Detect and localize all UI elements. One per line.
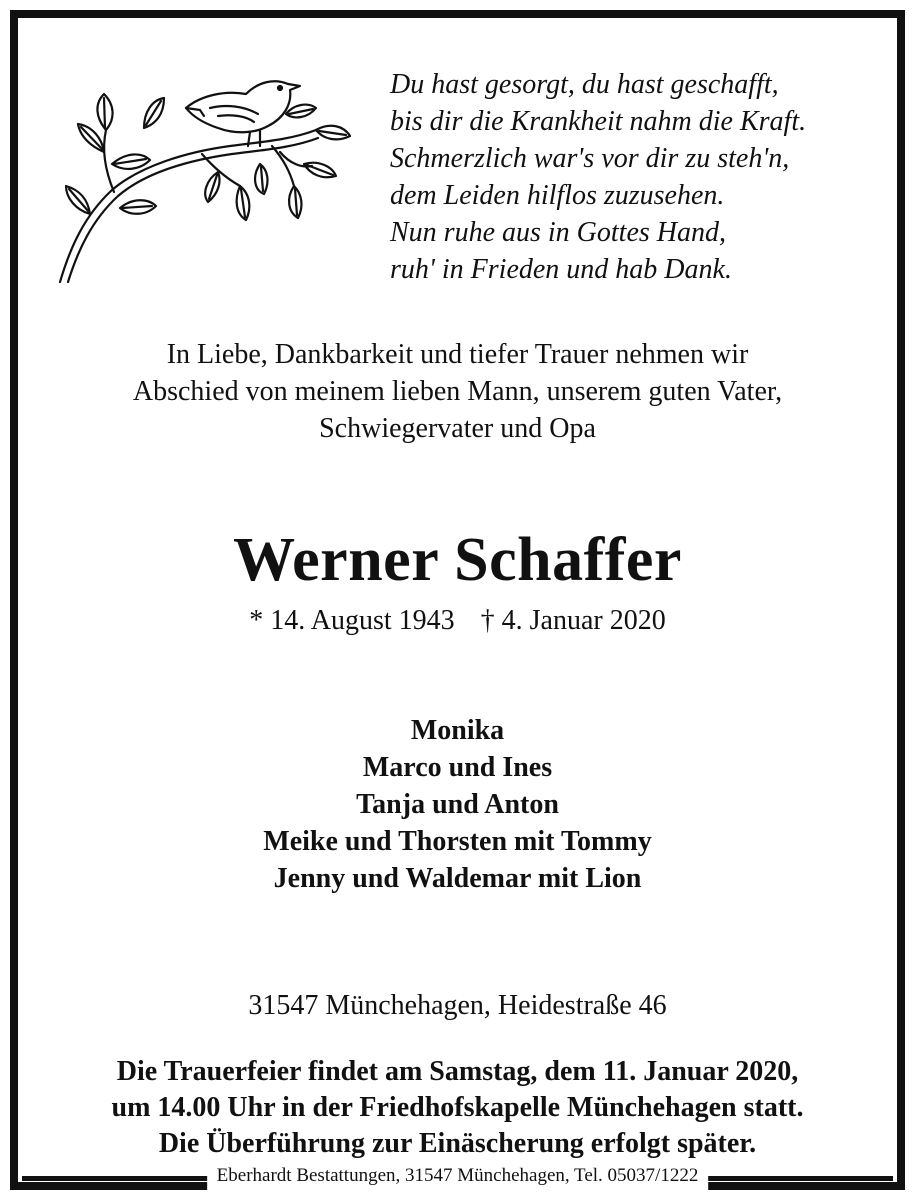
intro-line: In Liebe, Dankbarkeit und tiefer Trauer nehmen wir: [166, 339, 749, 370]
intro-line: Abschied von meinem lieben Mann, unserem guten Vater,: [132, 376, 783, 407]
funeral-home-footer: Eberhardt Bestattungen, 31547 Münchehagen, Tel. 05037/1222: [207, 1161, 709, 1191]
poem-line: bis dir die Krankheit nahm die Kraft.: [390, 106, 807, 137]
deceased-name: Werner Schaffer: [233, 526, 682, 594]
poem: [390, 66, 880, 288]
birth-date: * 14. August 1943: [249, 605, 455, 636]
ceremony-line: Die Überführung zur Einäscherung erfolgt später.: [158, 1128, 757, 1159]
poem-line: Du hast gesorgt, du hast geschafft,: [390, 69, 779, 100]
family-member: Tanja und Anton: [356, 789, 559, 820]
bird-on-branch-icon: [54, 68, 354, 298]
poem-line: ruh' in Frieden und hab Dank.: [390, 254, 732, 285]
family-member: Meike und Thorsten mit Tommy: [263, 826, 652, 857]
poem-line: Nun ruhe aus in Gottes Hand,: [390, 217, 726, 248]
family-member: Marco und Ines: [362, 752, 553, 783]
ceremony-line: Die Trauerfeier findet am Samstag, dem 11. Januar 2020,: [116, 1056, 799, 1087]
death-date: † 4. Januar 2020: [480, 605, 666, 636]
farewell-intro: [58, 336, 857, 447]
poem-line: dem Leiden hilflos zuzusehen.: [390, 180, 725, 211]
family-list: [38, 712, 877, 897]
intro-line: Schwiegervater und Opa: [319, 413, 596, 444]
family-member: Jenny und Waldemar mit Lion: [273, 863, 642, 894]
family-address: 31547 Münchehagen, Heidestraße 46: [248, 990, 667, 1021]
ceremony-line: um 14.00 Uhr in der Friedhofskapelle Münchehagen statt.: [111, 1092, 804, 1123]
funeral-notice: [38, 1054, 877, 1162]
life-dates: [38, 603, 877, 639]
poem-line: Schmerzlich war's vor dir zu steh'n,: [390, 143, 790, 174]
obituary-frame: [10, 10, 905, 1190]
family-member: Monika: [410, 715, 505, 746]
